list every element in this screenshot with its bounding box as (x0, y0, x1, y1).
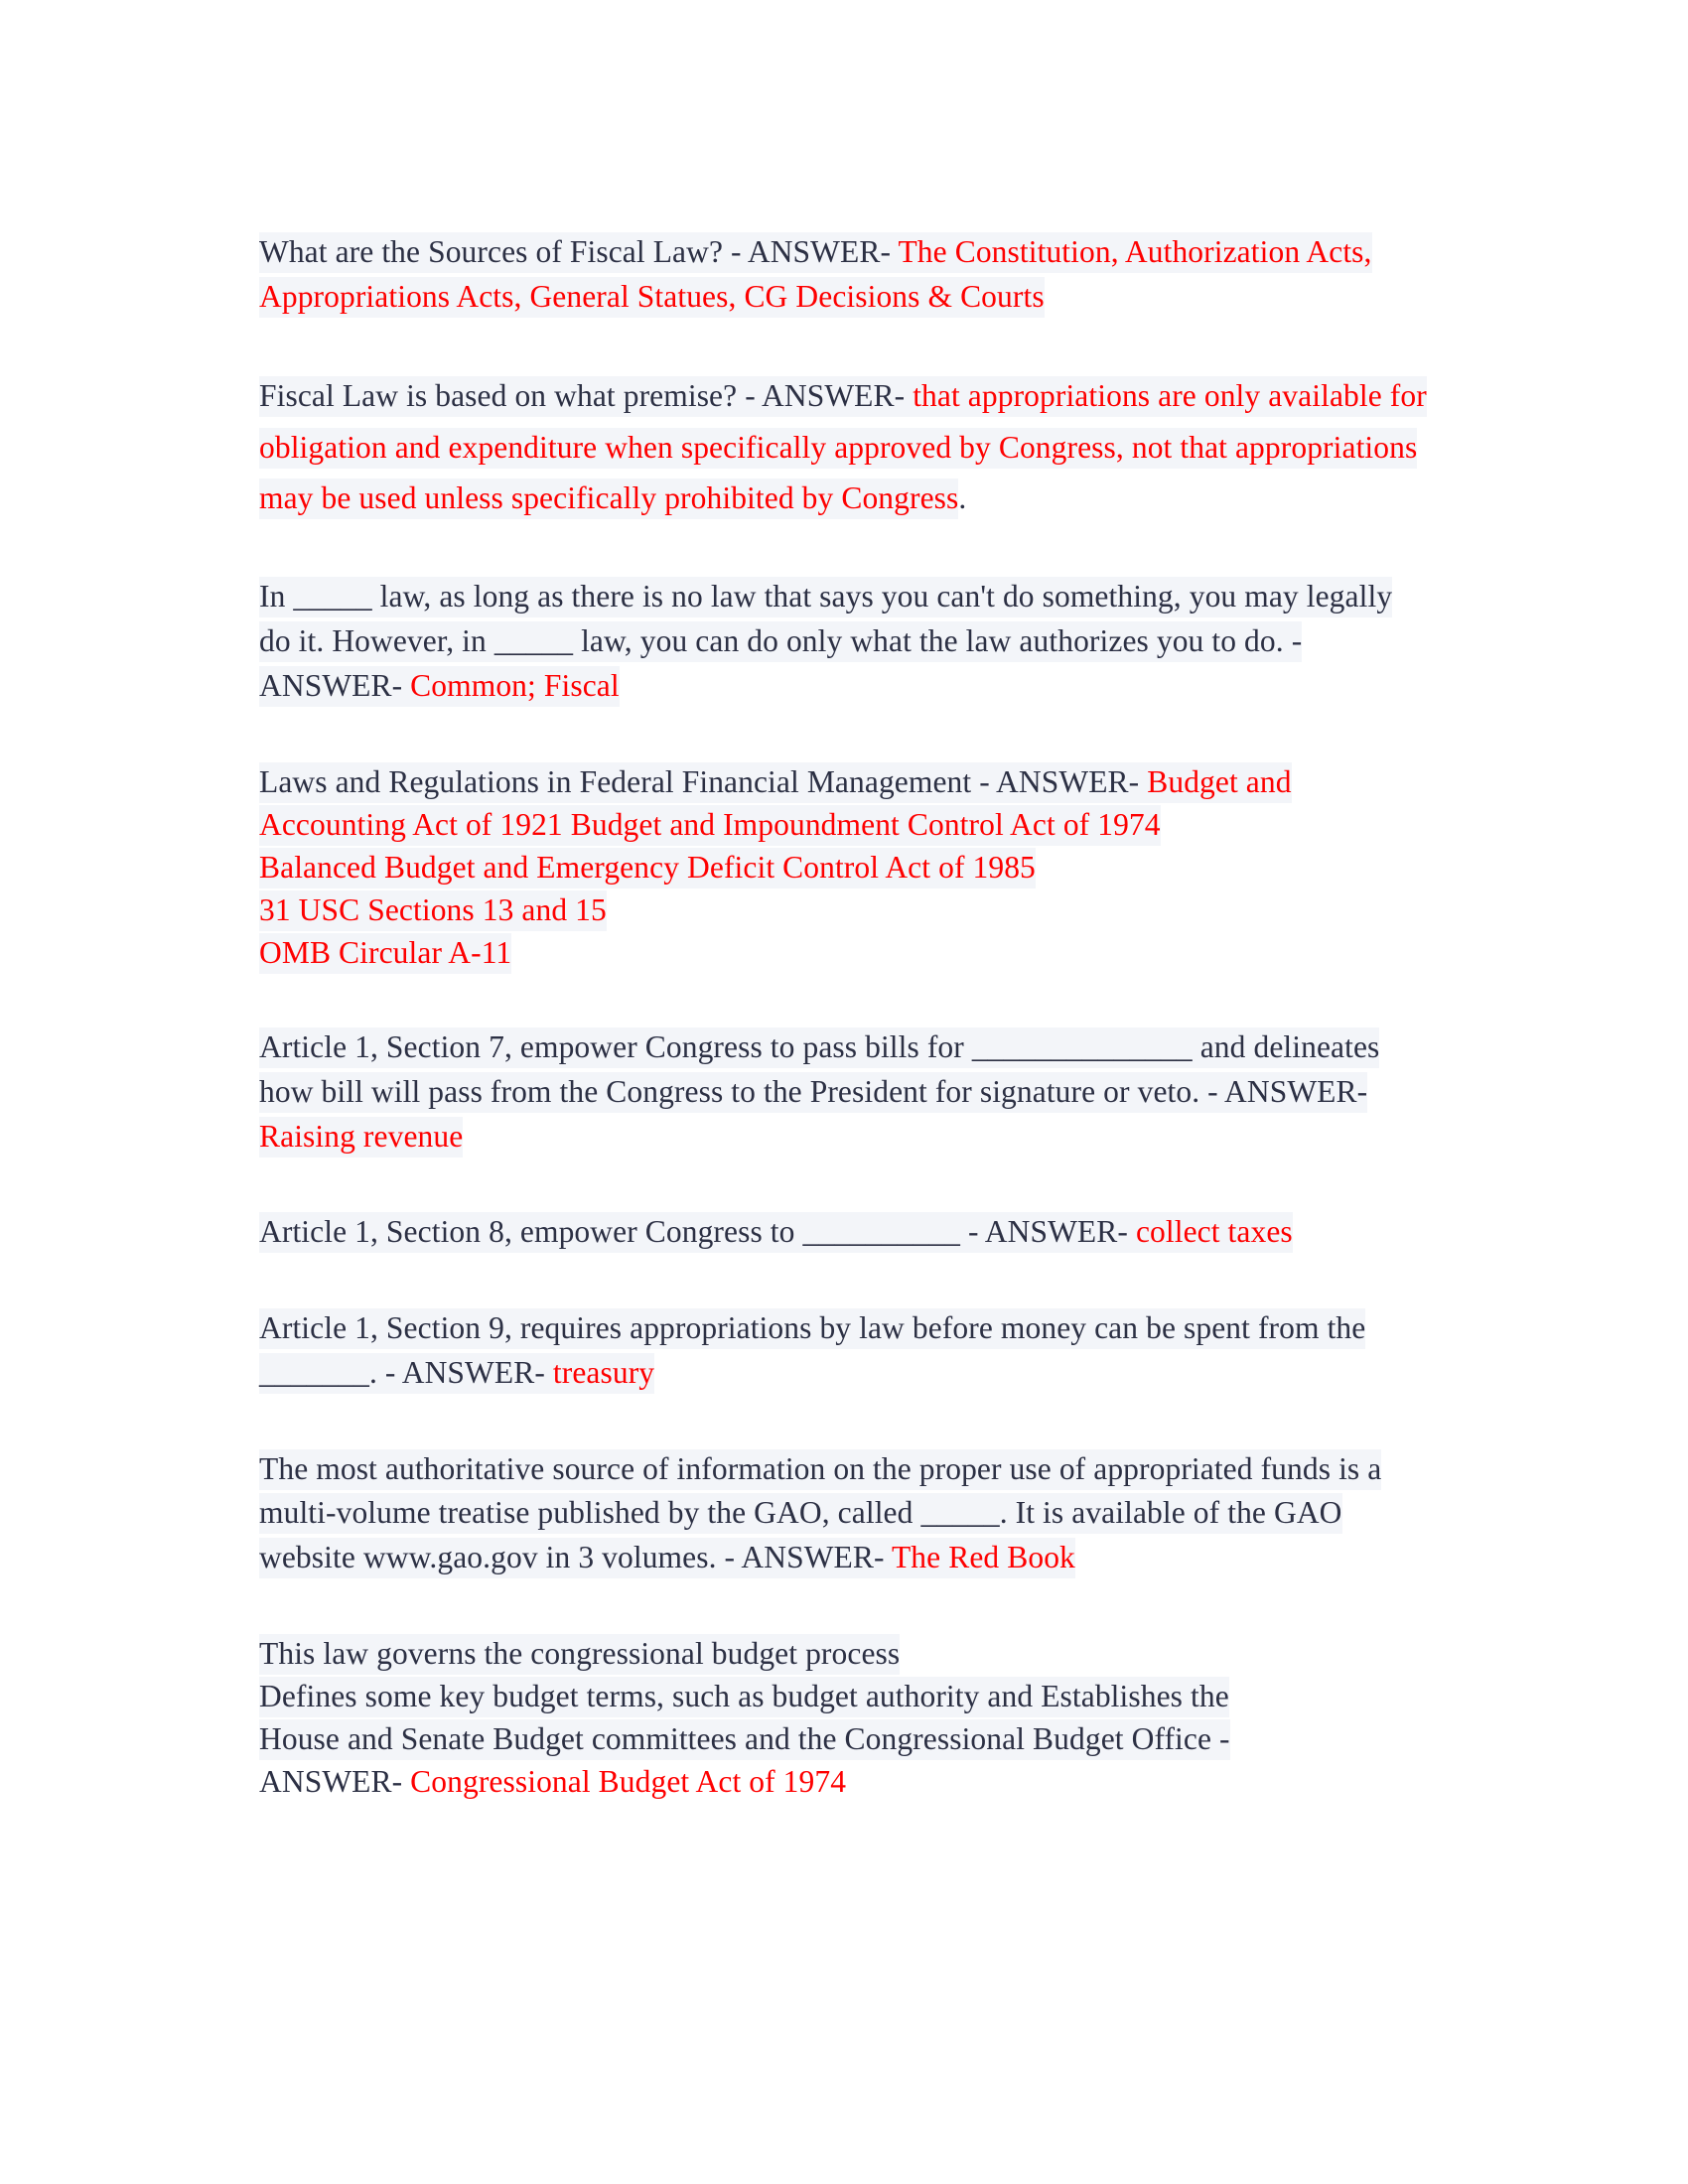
qa-block-congressional-budget-act (259, 1632, 1429, 1804)
question-line-2: Defines some key budget terms, such as budget authority and Establishes the (259, 1677, 1229, 1717)
answer-trailing-punctuation: . (958, 480, 967, 516)
question-text: In _____ law, as long as there is no law that says you can't do something, you may legally do it. However, in _____ law, you can do only what the law authorizes you to do. - ANSWER- (259, 577, 1392, 706)
answer-line-2: Balanced Budget and Emergency Deficit Control Act of 1985 (259, 848, 1036, 888)
answer-text: that appropriations are only available for obligation and expenditure when specifically approved by Congress, not that appropriations may be used unless specifically prohibited by Congress (259, 376, 1427, 519)
answer-text: Raising revenue (259, 1117, 463, 1158)
qa-block-the-red-book (259, 1447, 1429, 1580)
answer-text: The Constitution, Authorization Acts, Appropriations Acts, General Statues, CG Decisions & Courts (259, 232, 1372, 318)
question-text: The most authoritative source of information on the proper use of appropriated funds is a multi-volume treatise published by the GAO, called _____. It is available of the GAO website www.gao.gov in 3 volumes. - ANSWER- (259, 1449, 1381, 1578)
answer-line-4: OMB Circular A-11 (259, 933, 511, 974)
qa-block-article-1-section-7 (259, 1025, 1429, 1159)
answer-text: The Red Book (892, 1538, 1075, 1578)
qa-block-article-1-section-8 (259, 1210, 1429, 1255)
qa-block-common-vs-fiscal-law (259, 575, 1429, 708)
question-line-4: ANSWER- (259, 1764, 411, 1800)
question-text: Fiscal Law is based on what premise? - ANSWER- (259, 376, 913, 417)
question-text: Laws and Regulations in Federal Financial Management - ANSWER- (259, 762, 1147, 803)
answer-line-1: Budget and Accounting Act of 1921 Budget and Impoundment Control Act of 1974 (259, 762, 1292, 846)
answer-text: treasury (553, 1353, 654, 1394)
question-text: Article 1, Section 7, empower Congress to pass bills for ______________ and delineates how bill will pass from the Congress to the President for signature or veto. - ANSWER- (259, 1027, 1379, 1113)
answer-text: Common; Fiscal (410, 666, 620, 707)
question-text: What are the Sources of Fiscal Law? - ANSWER- (259, 232, 898, 273)
answer-text: collect taxes (1136, 1212, 1293, 1253)
qa-block-sources-of-fiscal-law (259, 230, 1429, 319)
qa-block-article-1-section-9 (259, 1306, 1429, 1395)
question-text: Article 1, Section 8, empower Congress to __________ - ANSWER- (259, 1212, 1136, 1253)
qa-block-laws-and-regulations (259, 760, 1429, 975)
qa-block-fiscal-law-premise (259, 370, 1429, 523)
question-line-1: This law governs the congressional budget process (259, 1634, 900, 1675)
question-line-3: House and Senate Budget committees and the Congressional Budget Office - (259, 1719, 1230, 1760)
answer-line-3: 31 USC Sections 13 and 15 (259, 890, 607, 931)
question-text: Article 1, Section 9, requires appropriations by law before money can be spent from the _______. - ANSWER- (259, 1308, 1365, 1394)
answer-text: Congressional Budget Act of 1974 (410, 1764, 847, 1800)
document-body (204, 230, 1484, 1803)
